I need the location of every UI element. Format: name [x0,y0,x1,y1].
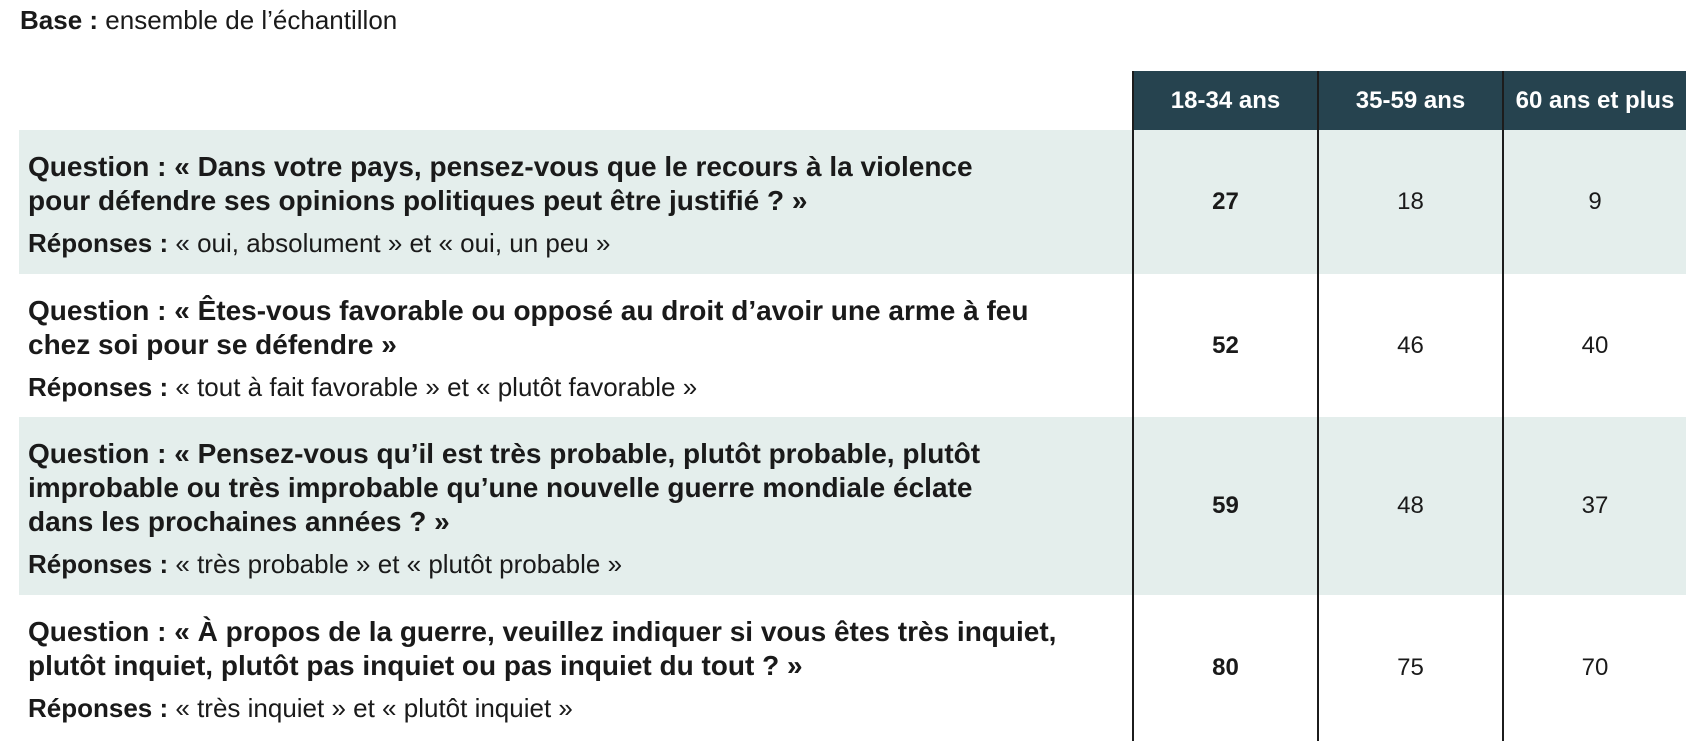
question-cell [19,595,1133,741]
question-line: improbable ou très improbable qu’une nouvelle guerre mondiale éclate [28,472,973,503]
responses-text [28,548,1122,580]
value-35-59: 48 [1318,417,1503,595]
table-row [19,274,1686,417]
responses-label: Réponses : [28,693,169,723]
value-60-plus: 9 [1503,130,1686,274]
responses-label: Réponses : [28,549,169,579]
responses-text [28,692,1122,724]
question-label: Question : [28,295,167,326]
column-header-35-59: 35-59 ans [1318,71,1503,130]
responses-value: « très inquiet » et « plutôt inquiet » [168,693,573,723]
table-row [19,130,1686,274]
question-text [28,615,1122,683]
question-line: « Pensez-vous qu’il est très probable, plutôt probable, plutôt [166,438,981,469]
value-18-34: 27 [1133,130,1318,274]
question-line: pour défendre ses opinions politiques peut être justifié ? » [28,185,808,216]
base-note [20,4,397,36]
header-row [19,71,1686,130]
question-line: plutôt inquiet, plutôt pas inquiet ou pas inquiet du tout ? » [28,650,803,681]
responses-value: « très probable » et « plutôt probable » [168,549,623,579]
responses-text [28,227,1122,259]
question-label: Question : [28,616,167,647]
question-label: Question : [28,151,167,182]
header-blank-cell [19,71,1133,130]
question-cell [19,130,1133,274]
value-35-59: 18 [1318,130,1503,274]
question-cell [19,274,1133,417]
question-line: « À propos de la guerre, veuillez indiquer si vous êtes très inquiet, [166,616,1057,647]
value-60-plus: 40 [1503,274,1686,417]
question-line: « Êtes-vous favorable ou opposé au droit d’avoir une arme à feu [166,295,1029,326]
column-header-18-34: 18-34 ans [1133,71,1318,130]
value-18-34: 52 [1133,274,1318,417]
question-text [28,294,1122,362]
question-cell [19,417,1133,595]
value-35-59: 75 [1318,595,1503,741]
question-line: dans les prochaines années ? » [28,506,450,537]
question-text [28,150,1122,218]
base-label: Base : [20,5,99,35]
value-60-plus: 37 [1503,417,1686,595]
table-row [19,417,1686,595]
question-text [28,437,1122,539]
question-line: « Dans votre pays, pensez-vous que le recours à la violence [166,151,973,182]
value-18-34: 59 [1133,417,1318,595]
question-label: Question : [28,438,167,469]
responses-value: « tout à fait favorable » et « plutôt favorable » [168,372,698,402]
survey-table [19,71,1686,741]
responses-label: Réponses : [28,372,169,402]
value-18-34: 80 [1133,595,1318,741]
table-row [19,595,1686,741]
column-header-60-plus: 60 ans et plus [1503,71,1686,130]
question-line: chez soi pour se défendre » [28,329,397,360]
responses-label: Réponses : [28,228,169,258]
value-35-59: 46 [1318,274,1503,417]
value-60-plus: 70 [1503,595,1686,741]
responses-text [28,371,1122,403]
responses-value: « oui, absolument » et « oui, un peu » [168,228,611,258]
base-text: ensemble de l’échantillon [98,5,398,35]
